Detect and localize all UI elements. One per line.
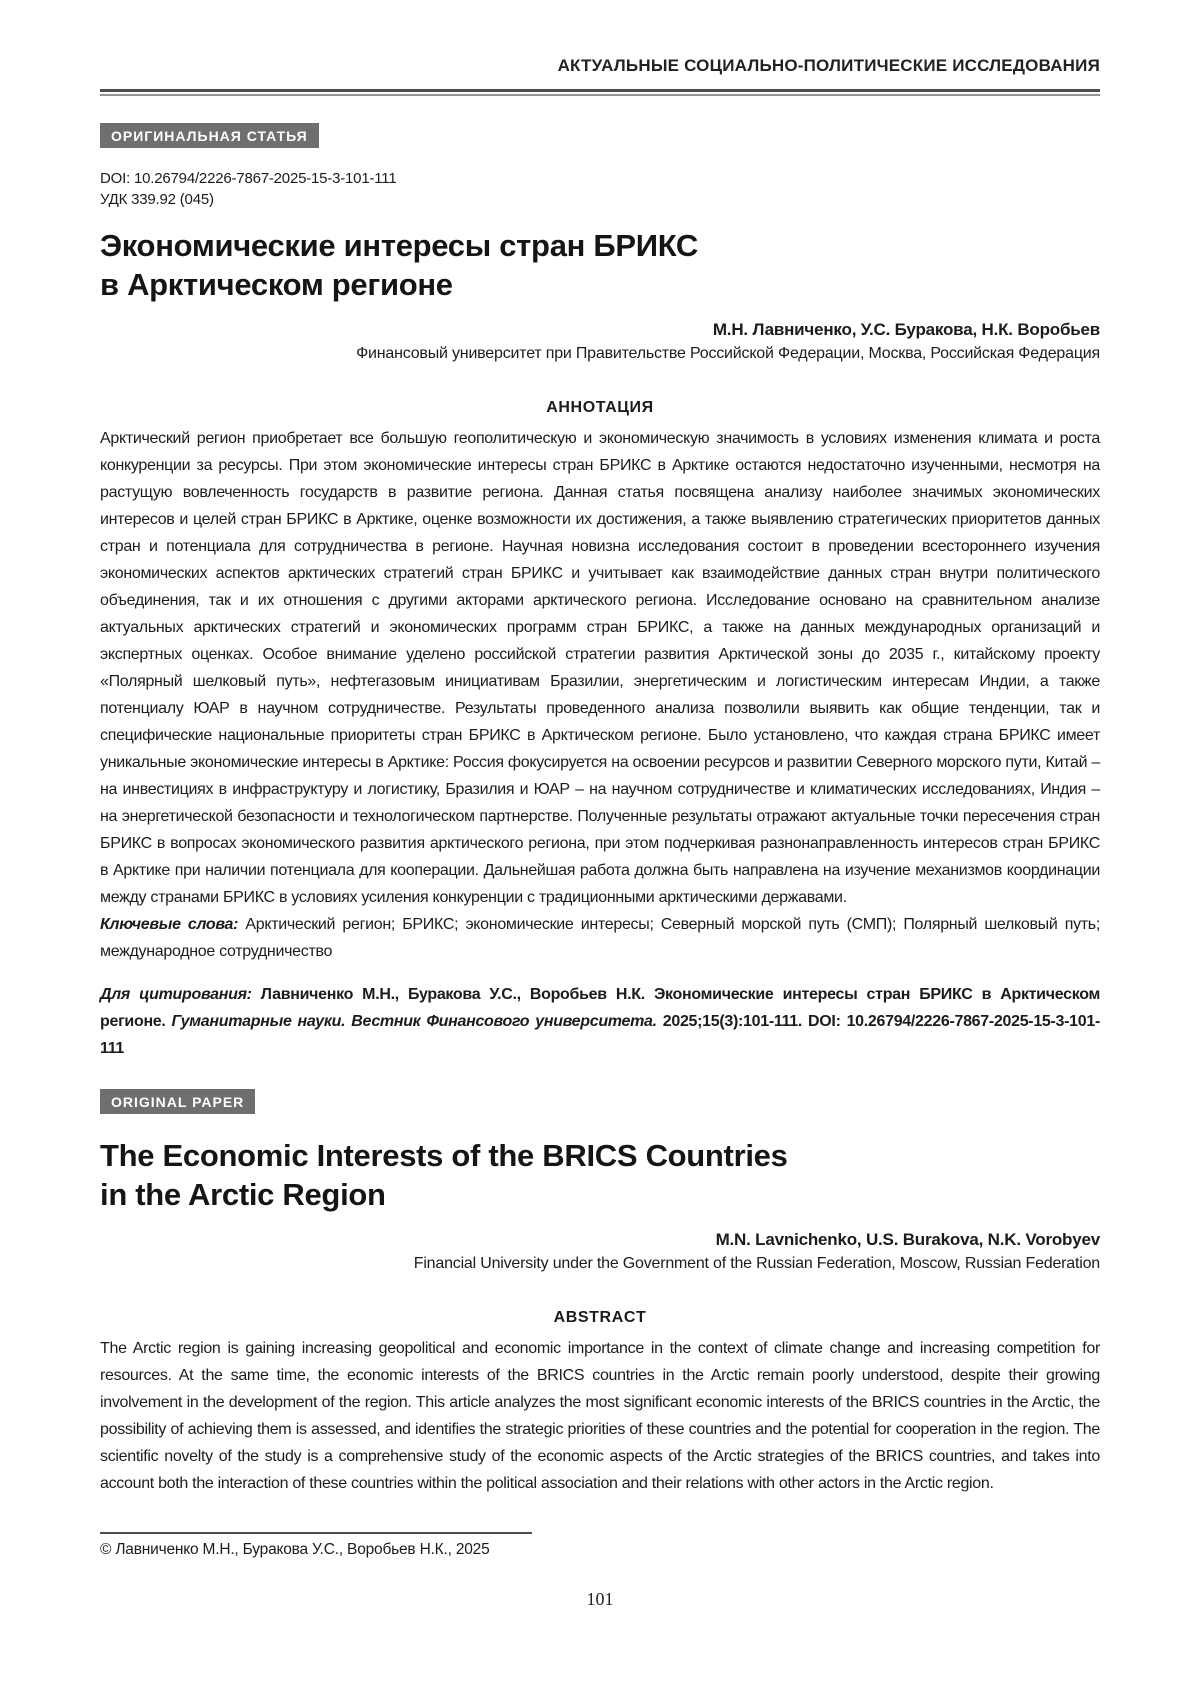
- keywords-label: Ключевые слова:: [100, 916, 239, 933]
- article-title-en: The Economic Interests of the BRICS Countries in the Arctic Region: [100, 1138, 788, 1212]
- citation-journal-name: Гуманитарные науки. Вестник Финансового университета.: [171, 1013, 657, 1030]
- keywords-text: Арктический регион; БРИКС; экономические интересы; Северный морской путь (СМП); Полярный шелковый путь; международное сотрудничество: [100, 916, 1100, 960]
- affiliation-ru: Финансовый университет при Правительстве Российской Федерации, Москва, Российская Федерация: [356, 345, 1100, 362]
- article-type-badge-en: ORIGINAL PAPER: [100, 1089, 255, 1114]
- abstract-text-ru: Арктический регион приобретает все большую геополитическую и экономическую значимость в условиях изменения климата и роста конкуренции за ресурсы. При этом экономические интересы стран БРИКС в Арктике остаются недостаточно изученными, несмотря на растущую вовлеченность государств в развитие региона. Данная статья посвящена анализу наиболее значимых экономических интересов и целей стран БРИКС в Арктике, оценке возможности их достижения, а также выявлению стратегических приоритетов данных стран и потенциала для сотрудничества в регионе. Научная новизна исследования состоит в проведении всестороннего изучения экономических аспектов арктических стратегий стран БРИКС и учитывает как взаимодействие данных стран внутри политического объединения, так и их отношения с другими акторами арктического региона. Исследование основано на сравнительном анализе актуальных арктических стратегий и экономических программ стран БРИКС, а также на данных международных организаций и экспертных оценках. Особое внимание уделено российской стратегии развития Арктической зоны до 2035 г., китайскому проекту «Полярный шелковый путь», нефтегазовым инициативам Бразилии, энергетическим и логистическим интересам Индии, а также потенциалу ЮАР в научном сотрудничестве. Результаты проведенного анализа позволили выявить как общие тенденции, так и специфические национальные приоритеты стран БРИКС в Арктическом регионе. Было установлено, что каждая страна БРИКС имеет уникальные экономические интересы в Арктике: Россия фокусируется на освоении ресурсов и развитии Северного морского пути, Китай – на инвестициях в инфраструктуру и логистику, Бразилия и ЮАР – на научном сотрудничестве и климатических исследованиях, Индия – на энергетической безопасности и технологическом партнерстве. Полученные результаты отражают актуальные точки пересечения стран БРИКС в вопросах экономического развития арктического региона, при этом подчеркивая разнонаправленность интересов стран БРИКС в Арктике при наличии потенциала для кооперации. Дальнейшая работа должна быть направлена на изучение механизмов координации между странами БРИКС в условиях усиления конкуренции с традиционными арктическими державами.: [100, 430, 1100, 906]
- header-divider: [100, 89, 1100, 96]
- udk-line: УДК 339.92 (045): [100, 191, 214, 208]
- authors-en: M.N. Lavnichenko, U.S. Burakova, N.K. Vorobyev: [715, 1230, 1100, 1249]
- citation-paragraph: [100, 981, 1100, 1062]
- journal-section-header: АКТУАЛЬНЫЕ СОЦИАЛЬНО-ПОЛИТИЧЕСКИЕ ИССЛЕДОВАНИЯ: [557, 56, 1100, 75]
- article-title-ru: Экономические интересы стран БРИКС в Арктическом регионе: [100, 228, 699, 302]
- citation-volume-doi: 2025;15(3):101-111. DOI: 10.26794/2226-7867-2025-15-3-101-111: [100, 1013, 1100, 1057]
- citation-label: Для цитирования:: [100, 986, 252, 1003]
- abstract-heading-ru: АННОТАЦИЯ: [546, 399, 654, 416]
- keywords-paragraph: [100, 911, 1100, 965]
- page-number: 101: [586, 1589, 614, 1609]
- authors-ru: М.Н. Лавниченко, У.С. Буракова, Н.К. Воробьев: [712, 320, 1100, 339]
- citation-authors-title: Лавниченко М.Н., Буракова У.С., Воробьев Н.К. Экономические интересы стран БРИКС в Арктическом регионе.: [100, 986, 1100, 1030]
- article-type-badge-ru: ОРИГИНАЛЬНАЯ СТАТЬЯ: [100, 123, 319, 148]
- doi-line: DOI: 10.26794/2226-7867-2025-15-3-101-111: [100, 170, 397, 187]
- footer: [100, 1532, 1100, 1559]
- abstract-heading-en: ABSTRACT: [553, 1309, 647, 1326]
- copyright-line: © Лавниченко М.Н., Буракова У.С., Воробьев Н.К., 2025: [100, 1541, 490, 1558]
- footnote-divider: [100, 1532, 532, 1534]
- abstract-text-en: The Arctic region is gaining increasing geopolitical and economic importance in the context of climate change and increasing competition for resources. At the same time, the economic interests of the BRICS countries in the Arctic remain poorly understood, despite their growing involvement in the development of the region. This article analyzes the most significant economic interests of the BRICS countries in the Arctic, the possibility of achieving them is assessed, and identifies the strategic priorities of these countries and the potential for cooperation in the region. The scientific novelty of the study is a comprehensive study of the economic aspects of the Arctic strategies of the BRICS countries, and takes into account both the interaction of these countries within the political association and their relations with other actors in the Arctic region.: [100, 1340, 1100, 1492]
- affiliation-en: Financial University under the Government of the Russian Federation, Moscow, Russian Federation: [413, 1255, 1100, 1272]
